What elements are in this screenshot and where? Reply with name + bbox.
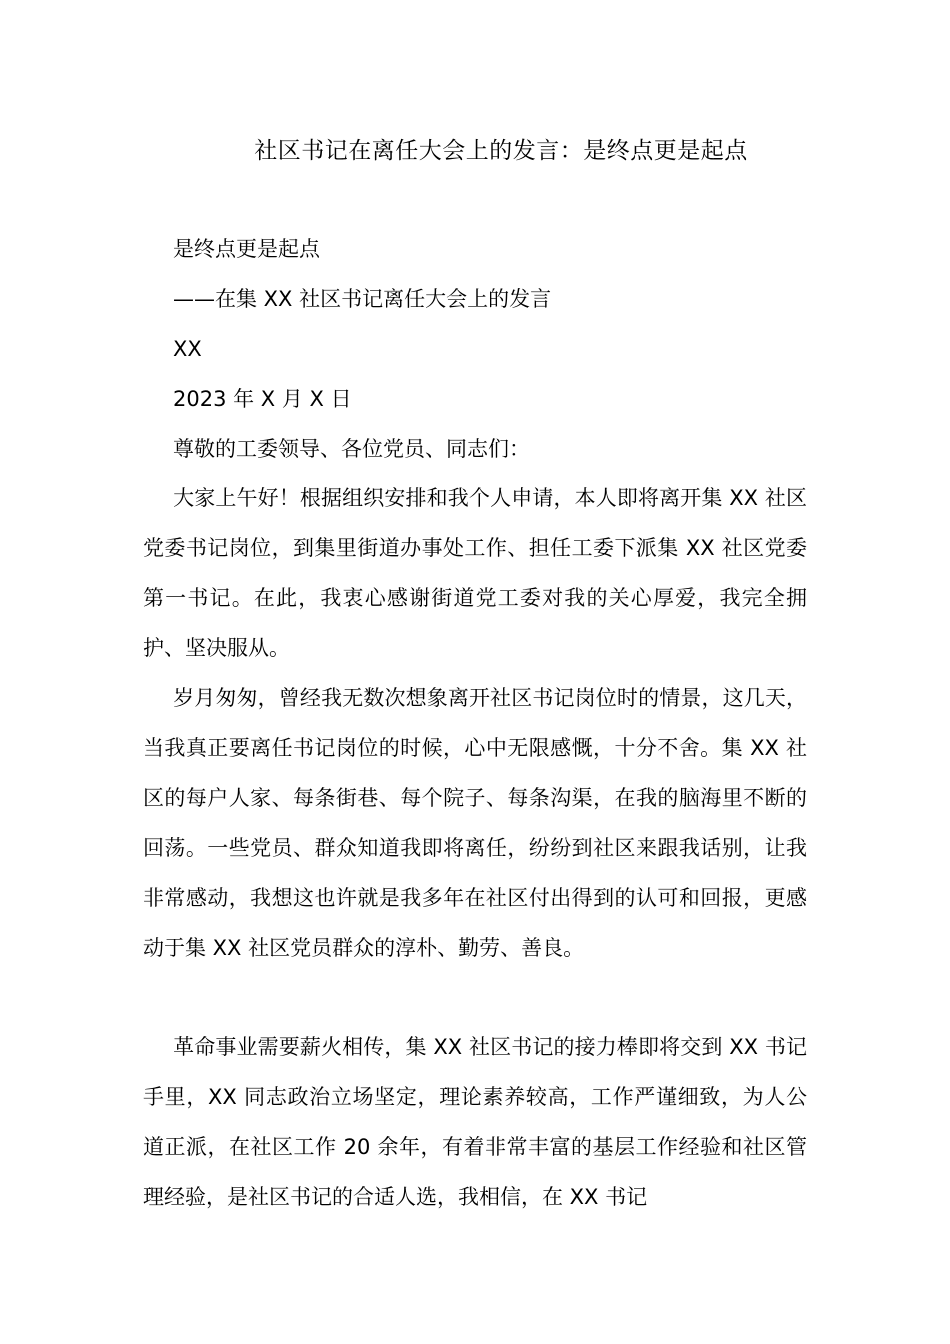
paragraph-3-text: 革命事业需要薪火相传，集 XX 社区书记的接力棒即将交到 XX 书记手里，XX 同志政治立场坚定，理论素养较高，工作严谨细致，为人公道正派，在社区工作 20 余年，有着非常丰富的基层工作经验和社区管理经验，是社区书记的合适人选，我相信，在 XX 书记 [143,1035,807,1209]
paragraph-2-text: 岁月匆匆，曾经我无数次想象离开社区书记岗位时的情景，这几天，当我真正要离任书记岗位的时候，心中无限感慨，十分不舍。集 XX 社区的每户人家、每条街巷、每个院子、每条沟渠，在我的脑海里不断的回荡。一些党员、群众知道我即将离任，纷纷到社区来跟我话别，让我非常感动，我想这也许就是我多年在社区付出得到的认可和回报，更感动于集 XX 社区党员群众的淳朴、勤劳、善良。 [143,686,807,960]
speech-occasion: ——在集 XX 社区书记离任大会上的发言 [173,287,552,311]
paragraph-3 [143,1022,807,1222]
speech-author: XX [173,337,202,361]
speech-salutation: 尊敬的工委领导、各位党员、同志们： [173,437,530,461]
speech-subtitle: 是终点更是起点 [173,237,320,261]
paragraph-1-text: 大家上午好！根据组织安排和我个人申请，本人即将离开集 XX 社区党委书记岗位，到集里街道办事处工作、担任工委下派集 XX 社区党委第一书记。在此，我衷心感谢街道党工委对我的关心厚爱，我完全拥护、坚决服从。 [143,486,807,660]
speech-date: 2023 年 X 月 X 日 [173,387,352,411]
paragraph-2 [143,673,807,973]
document-title: 社区书记在离任大会上的发言：是终点更是起点 [254,138,748,164]
paragraph-1 [143,473,807,673]
